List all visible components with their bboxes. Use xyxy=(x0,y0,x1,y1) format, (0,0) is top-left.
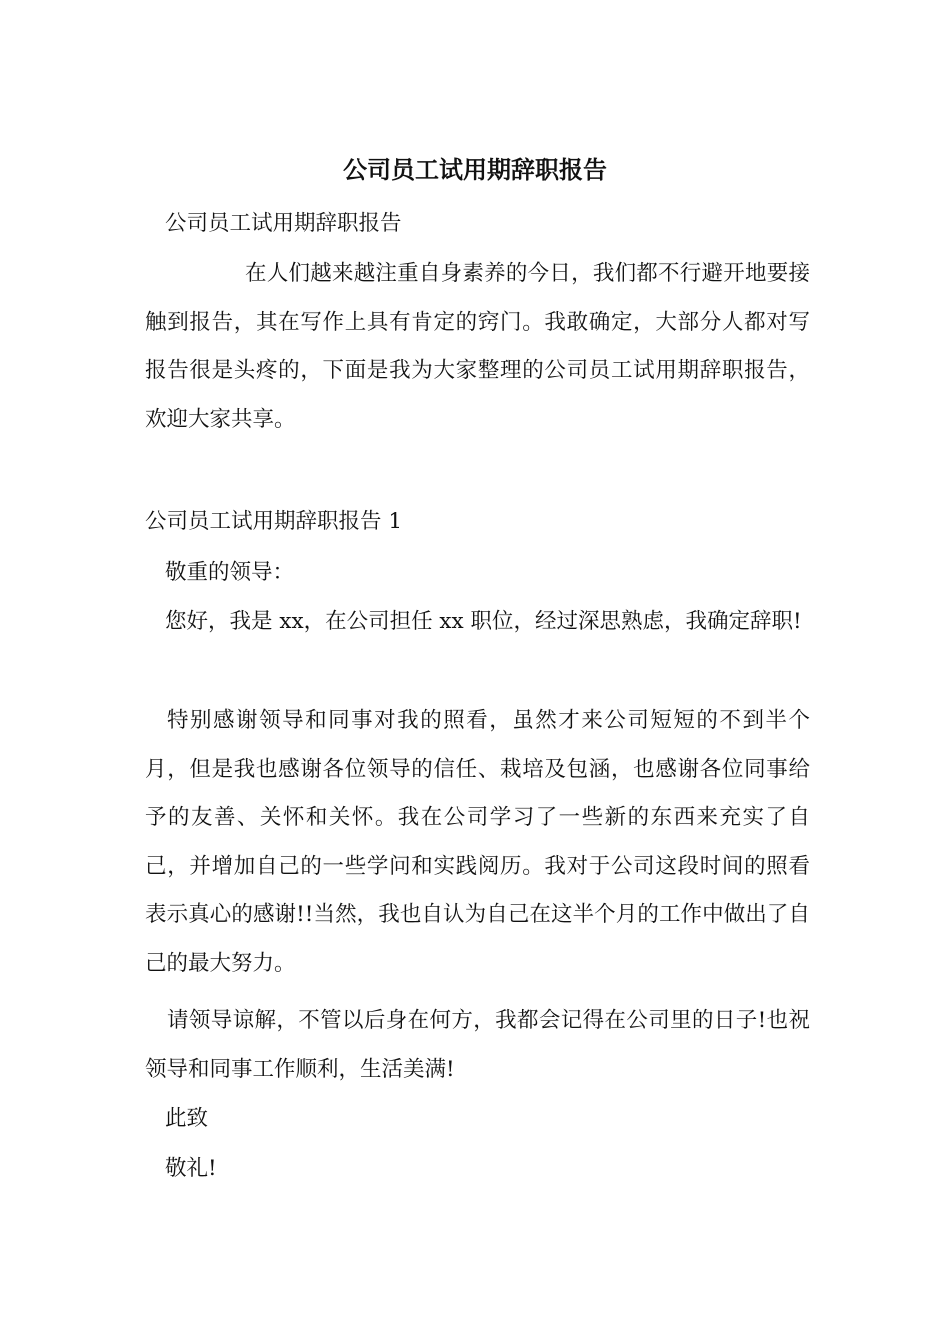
document-subtitle: 公司员工试用期辞职报告 xyxy=(165,211,402,236)
closing-line-2: 敬礼! xyxy=(165,1156,217,1181)
section-heading: 公司员工试用期辞职报告 1 xyxy=(145,509,403,534)
document-title: 公司员工试用期辞职报告 xyxy=(343,155,607,184)
body-paragraph-2: 请领导谅解，不管以后身在何方，我都会记得在公司里的日子!也祝领导和同事工作顺利，生活美满! xyxy=(145,1008,810,1082)
opening-line: 您好，我是 xx，在公司担任 xx 职位，经过深思熟虑，我确定辞职! xyxy=(165,609,802,634)
body-paragraph-1: 特别感谢领导和同事对我的照看，虽然才来公司短短的不到半个月，但是我也感谢各位领导的信任、栽培及包涵，也感谢各位同事给予的友善、关怀和关怀。我在公司学习了一些新的东西来充实了自己，并增加自己的一些学问和实践阅历。我对于公司这段时间的照看表示真心的感谢!!当然，我也自认为自己在这半个月的工作中做出了自己的最大努力。 xyxy=(145,708,810,976)
intro-paragraph: 在人们越来越注重自身素养的今日，我们都不行避开地要接触到报告，其在写作上具有肯定的窍门。我敢确定，大部分人都对写报告很是头疼的，下面是我为大家整理的公司员工试用期辞职报告，欢迎大家共享。 xyxy=(145,261,810,432)
salutation: 敬重的领导： xyxy=(165,560,295,585)
closing-line-1: 此致 xyxy=(165,1106,209,1131)
